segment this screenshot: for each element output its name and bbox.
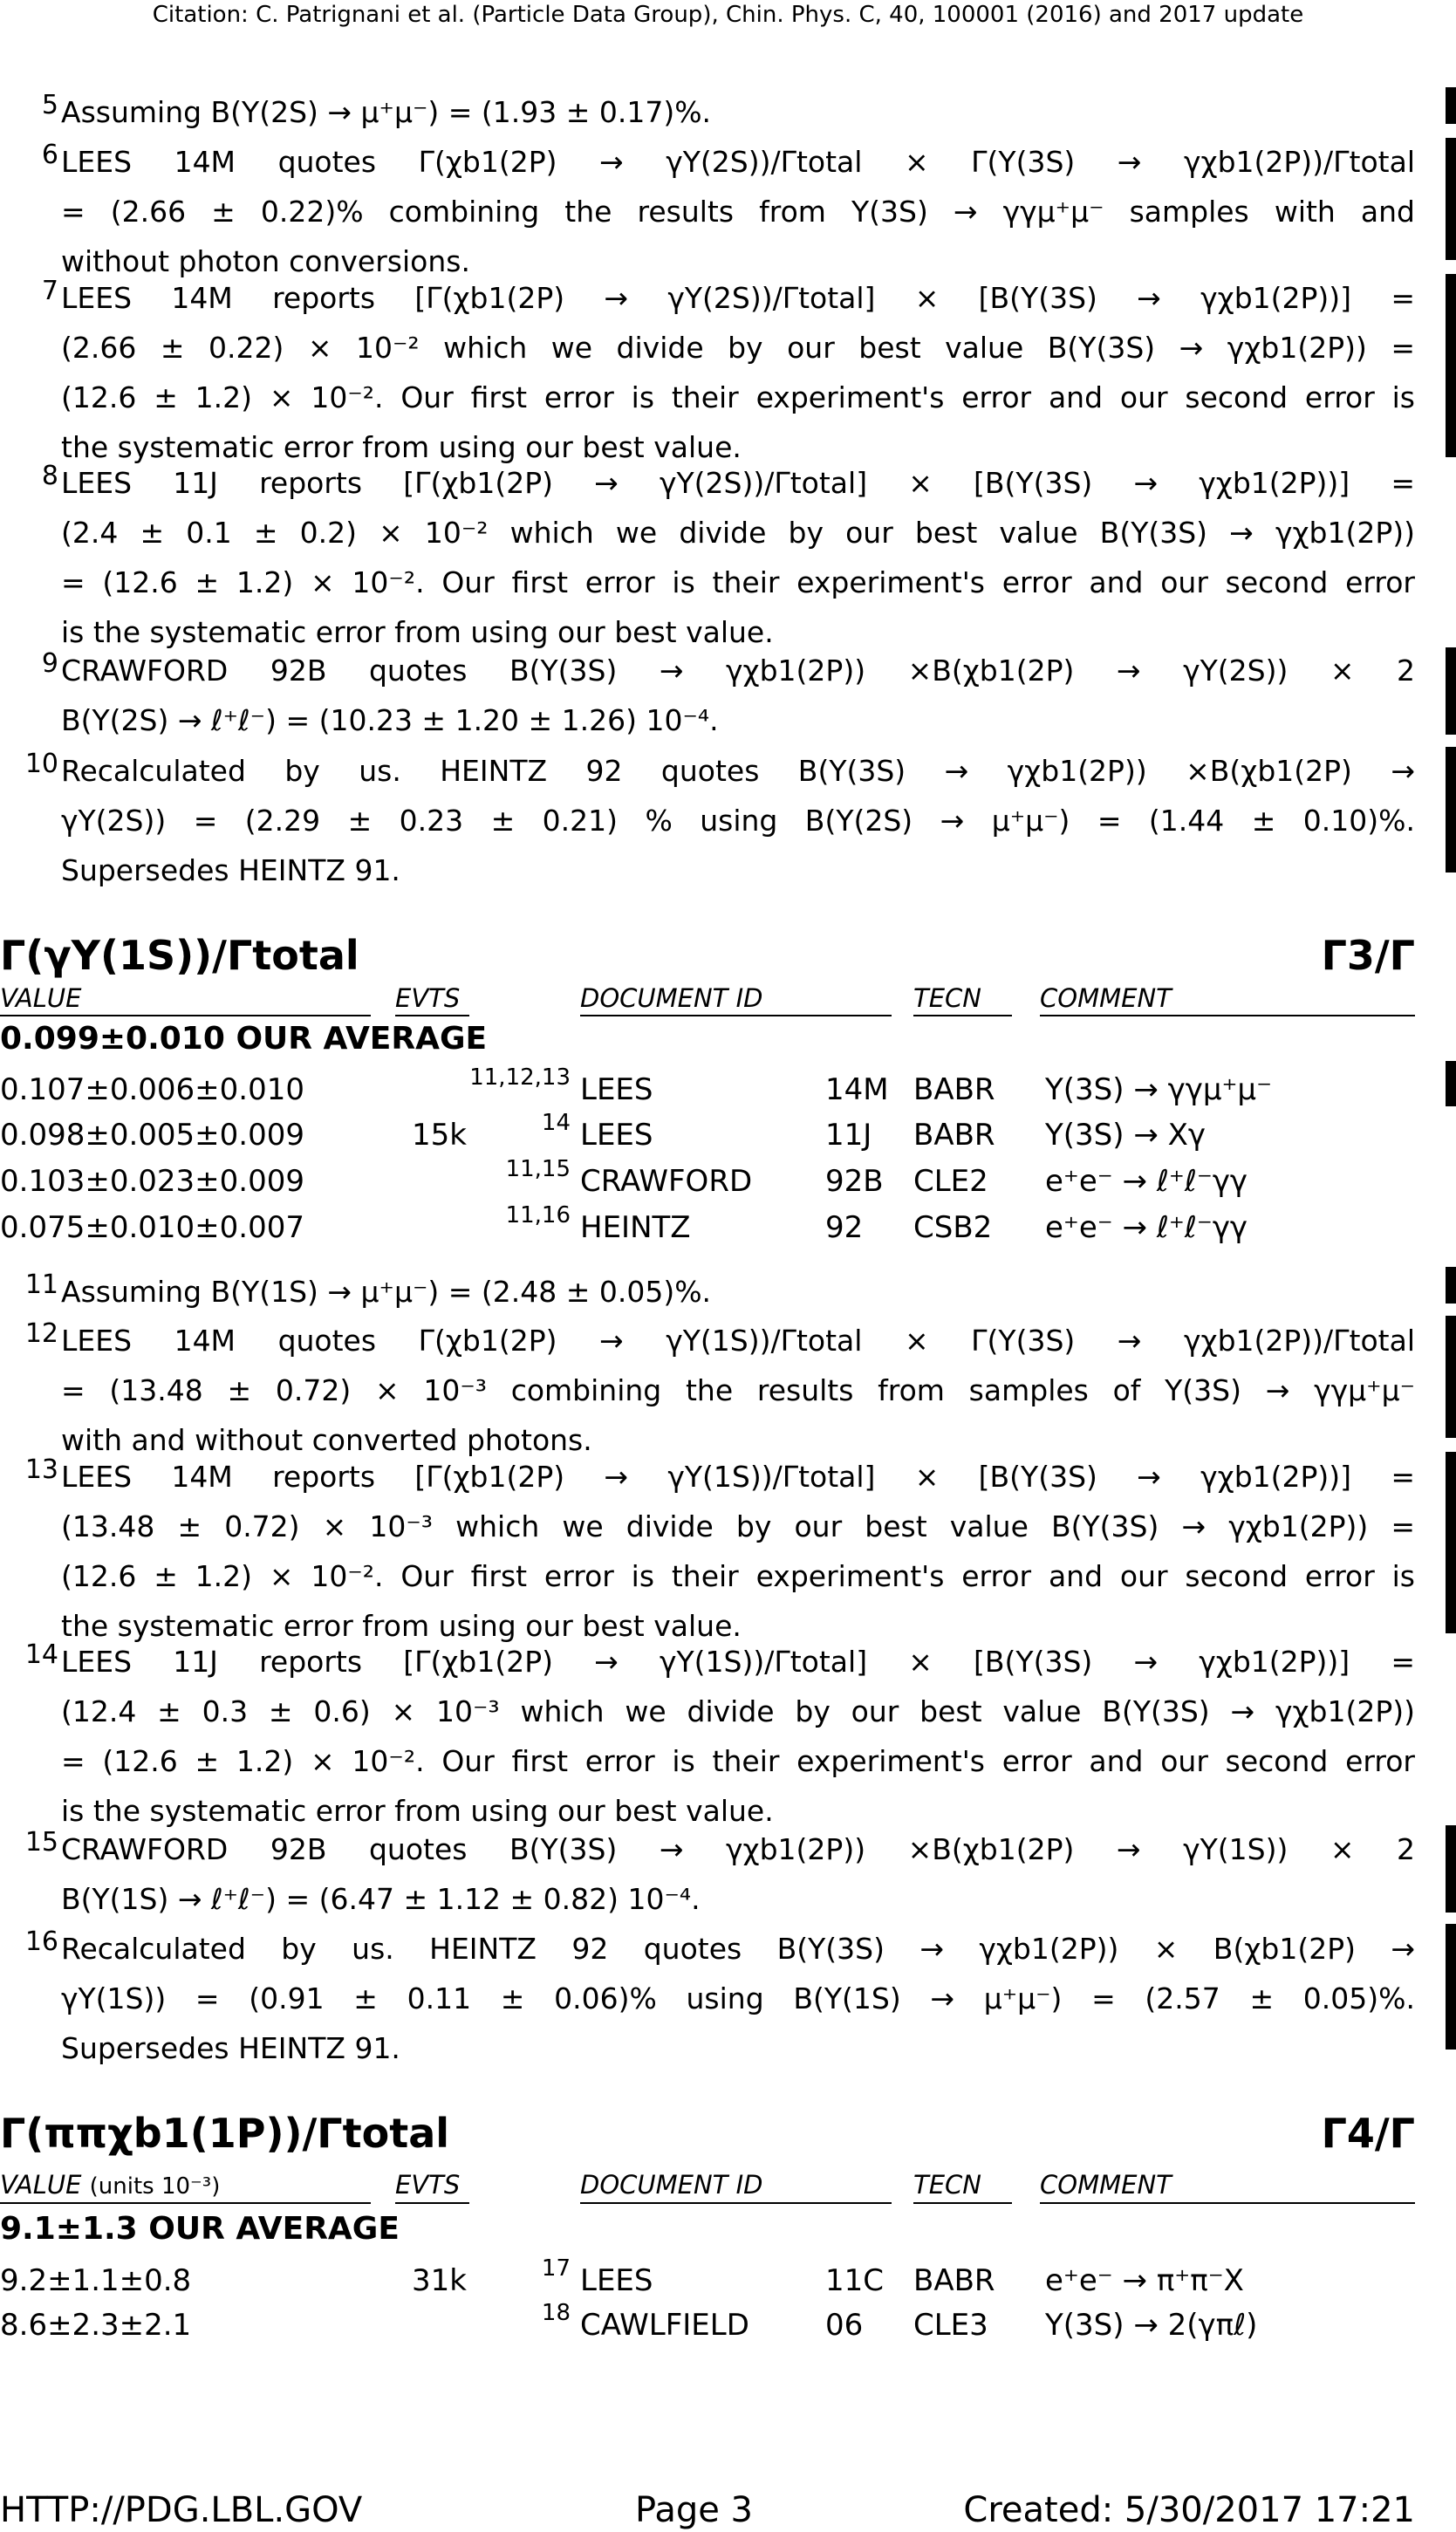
col-header-evts: EVTS <box>395 983 461 1013</box>
revision-bar <box>1446 138 1456 260</box>
table-row: 9.2±1.1±0.8 31k 17 LEES 11C BABR e⁺e⁻ → π⁺π⁻X <box>0 2255 1244 2298</box>
col-header-value: VALUE (units 10⁻³) <box>0 2170 221 2200</box>
col-header-comment: COMMENT <box>1040 2170 1172 2200</box>
col-header-value: VALUE <box>0 983 82 1013</box>
col-header-docid: DOCUMENT ID <box>580 2170 763 2200</box>
revision-bar <box>1446 1825 1456 1913</box>
table-row: 0.103±0.023±0.009 11,15 CRAWFORD 92B CLE2 e⁺e⁻ → ℓ⁺ℓ⁻γγ <box>0 1156 1248 1199</box>
col-header-tecn: TECN <box>913 2170 981 2200</box>
col-header-evts: EVTS <box>395 2170 461 2200</box>
header-rule <box>0 1015 371 1016</box>
revision-bar <box>1446 1316 1456 1438</box>
section-3-title: Γ(γΥ(1S))/Γtotal <box>0 932 359 979</box>
header-rule <box>0 2202 371 2204</box>
section-4-ratio: Γ4/Γ <box>1321 2110 1415 2157</box>
revision-bar <box>1446 1061 1456 1106</box>
header-rule <box>913 1015 1012 1016</box>
revision-bar <box>1446 1452 1456 1633</box>
table-row: 8.6±2.3±2.1 18 CAWLFIELD 06 CLE3 Υ(3S) → 2(γπℓ) <box>0 2300 1258 2343</box>
header-rule <box>580 2202 892 2204</box>
revision-bar <box>1446 747 1456 873</box>
header-rule <box>1040 2202 1415 2204</box>
section-3-average: 0.099±0.010 OUR AVERAGE <box>0 1021 488 1057</box>
section-4-average: 9.1±1.3 OUR AVERAGE <box>0 2211 400 2247</box>
col-header-docid: DOCUMENT ID <box>580 983 763 1013</box>
revision-bar <box>1446 274 1456 457</box>
footer-created: Created: 5/30/2017 17:21 <box>963 2490 1415 2530</box>
table-row: 0.107±0.006±0.010 11,12,13 LEES 14M BABR Υ(3S) → γγμ⁺μ⁻ <box>0 1064 1273 1107</box>
footer-url[interactable]: HTTP://PDG.LBL.GOV <box>0 2490 363 2530</box>
header-rule <box>913 2202 1012 2204</box>
revision-bar <box>1446 87 1456 124</box>
header-rule <box>1040 1015 1415 1016</box>
revision-bar <box>1446 647 1456 735</box>
revision-bar <box>1446 1924 1456 2050</box>
header-rule <box>395 1015 469 1016</box>
footer-page: Page 3 <box>635 2490 753 2530</box>
section-4-title: Γ(ππχb1(1P))/Γtotal <box>0 2110 450 2157</box>
header-rule <box>395 2202 469 2204</box>
revision-bar <box>1446 1267 1456 1304</box>
section-3-ratio: Γ3/Γ <box>1321 932 1415 979</box>
table-row: 0.075±0.010±0.007 11,16 HEINTZ 92 CSB2 e⁺e⁻ → ℓ⁺ℓ⁻γγ <box>0 1202 1248 1245</box>
header-rule <box>580 1015 892 1016</box>
table-row: 0.098±0.005±0.009 15k 14 LEES 11J BABR Υ(3S) → Xγ <box>0 1110 1206 1153</box>
col-header-tecn: TECN <box>913 983 981 1013</box>
citation-header: Citation: C. Patrignani et al. (Particle Data Group), Chin. Phys. C, 40, 100001 (2016) and 2017 update <box>152 2 1304 28</box>
col-header-comment: COMMENT <box>1040 983 1172 1013</box>
